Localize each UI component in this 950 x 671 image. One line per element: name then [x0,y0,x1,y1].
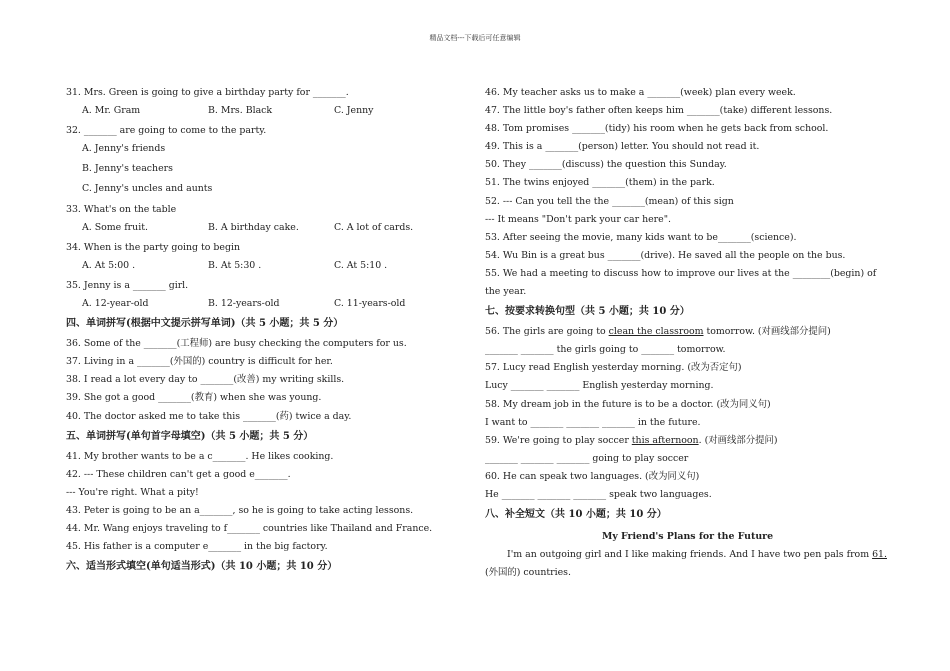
question-33-options [66,219,466,237]
question-58: 58. My dream job in the future is to be a doctor. (改为同义句) [485,398,771,410]
option-a: A. At 5:00 . [82,259,136,271]
question-31-options [66,102,466,120]
question-48: 48. Tom promises _______(tidy) his room when he gets back from school. [485,123,829,135]
passage-line-1 [485,546,890,564]
question-42-reply: --- You're right. What a pity! [66,486,199,498]
question-40: 40. The doctor asked me to take this _______(药) twice a day. [66,410,352,422]
underlined-phrase: clean the classroom [608,326,704,338]
question-51: 51. The twins enjoyed _______(them) in the park. [485,177,715,189]
option-a: A. Mr. Gram [82,105,141,117]
option-a: A. 12-year-old [82,298,149,310]
answer-line-57: Lucy _______ _______ English yesterday morning. [485,380,714,392]
question-56 [485,323,890,341]
section-heading-6: 六、适当形式填空(单句适当形式)（共 10 小题；共 10 分） [66,561,338,573]
option-b: B. Mrs. Black [208,105,273,117]
question-55: 55. We had a meeting to discuss how to improve our lives at the ________(begin) of [485,267,877,279]
question-52-reply: --- It means "Don't park your car here". [485,213,672,225]
question-text: 59. We're going to play soccer [485,434,632,446]
passage-title: My Friend's Plans for the Future [601,531,774,543]
question-33: 33. What's on the table [66,203,177,215]
option-b: B. Jenny's teachers [82,163,173,175]
underlined-phrase: this afternoon [631,434,699,446]
option-b: B. At 5:30 . [208,259,262,271]
option-b: B. A birthday cake. [208,221,299,233]
question-35: 35. Jenny is a _______ girl. [66,279,189,291]
section-heading-4: 四、单词拼写(根据中文提示拼写单词)（共 5 小题；共 5 分） [66,318,344,330]
option-a: A. Some fruit. [82,221,148,233]
question-34: 34. When is the party going to begin [66,241,241,253]
question-42: 42. --- These children can't get a good e_______. [66,468,291,480]
question-53: 53. After seeing the movie, many kids want to be_______(science). [485,231,797,243]
option-c: C. 11-years-old [334,298,406,310]
answer-line-58: I want to _______ _______ _______ in the future. [485,416,701,428]
left-column [66,84,466,578]
question-text: 56. The girls are going to [485,326,609,338]
answer-line-59: _______ _______ _______ going to play soccer [485,452,689,464]
question-text: tomorrow. (对画线部分提问) [703,326,831,338]
question-34-options [66,257,466,275]
answer-line-60: He _______ _______ _______ speak two languages. [485,488,712,500]
question-37: 37. Living in a _______(外国的) country is difficult for her. [66,356,333,368]
question-43: 43. Peter is going to be an a_______, so he is going to take acting lessons. [66,504,414,516]
question-52: 52. --- Can you tell the the _______(mean) of this sign [485,195,734,207]
question-60: 60. He can speak two languages. (改为同义句) [485,470,700,482]
blank-number: 61. [872,549,887,561]
question-55-cont: the year. [485,286,527,298]
question-41: 41. My brother wants to be a c_______. He likes cooking. [66,450,334,462]
section-heading-5: 五、单词拼写(单句首字母填空)（共 5 小题；共 5 分） [66,430,314,442]
option-c: C. Jenny [334,105,374,117]
question-50: 50. They _______(discuss) the question this Sunday. [485,159,727,171]
option-b: B. 12-years-old [208,298,280,310]
option-c: C. A lot of cards. [334,221,414,233]
option-c: C. Jenny's uncles and aunts [82,183,213,195]
section-heading-8: 八、补全短文（共 10 小题；共 10 分） [485,509,667,521]
passage-line-2: (外国的) countries. [485,567,571,579]
question-57: 57. Lucy read English yesterday morning. (改为否定句) [485,362,742,374]
question-35-options [66,295,466,313]
right-column [485,84,890,582]
question-39: 39. She got a good _______(教育) when she was young. [66,392,322,404]
question-38: 38. I read a lot every day to _______(改善) my writing skills. [66,374,345,386]
question-49: 49. This is a _______(person) letter. You should not read it. [485,141,760,153]
question-46: 46. My teacher asks us to make a _______(week) plan every week. [485,87,796,98]
answer-line-56: _______ _______ the girls going to _______ tomorrow. [485,344,726,356]
question-47: 47. The little boy's father often keeps him _______(take) different lessons. [485,105,833,117]
passage-text: I'm an outgoing girl and I like making friends. And I have two pen pals from [507,549,873,561]
page-header: 精品文档---下载后可任意编辑 [429,34,521,42]
question-54: 54. Wu Bin is a great bus _______(drive). He saved all the people on the bus. [485,249,846,261]
option-a: A. Jenny's friends [82,143,166,155]
question-59 [485,432,890,450]
section-heading-7: 七、按要求转换句型（共 5 小题；共 10 分） [485,306,690,318]
option-c: C. At 5:10 . [334,259,388,271]
question-31: 31. Mrs. Green is going to give a birthday party for _______. [66,87,349,98]
question-32: 32. _______ are going to come to the party. [66,125,267,137]
question-44: 44. Mr. Wang enjoys traveling to f_______ countries like Thailand and France. [66,522,433,534]
question-45: 45. His father is a computer e_______ in the big factory. [66,541,328,553]
question-36: 36. Some of the _______(工程师) are busy checking the computers for us. [66,338,407,350]
question-text: . (对画线部分提问) [698,434,778,446]
